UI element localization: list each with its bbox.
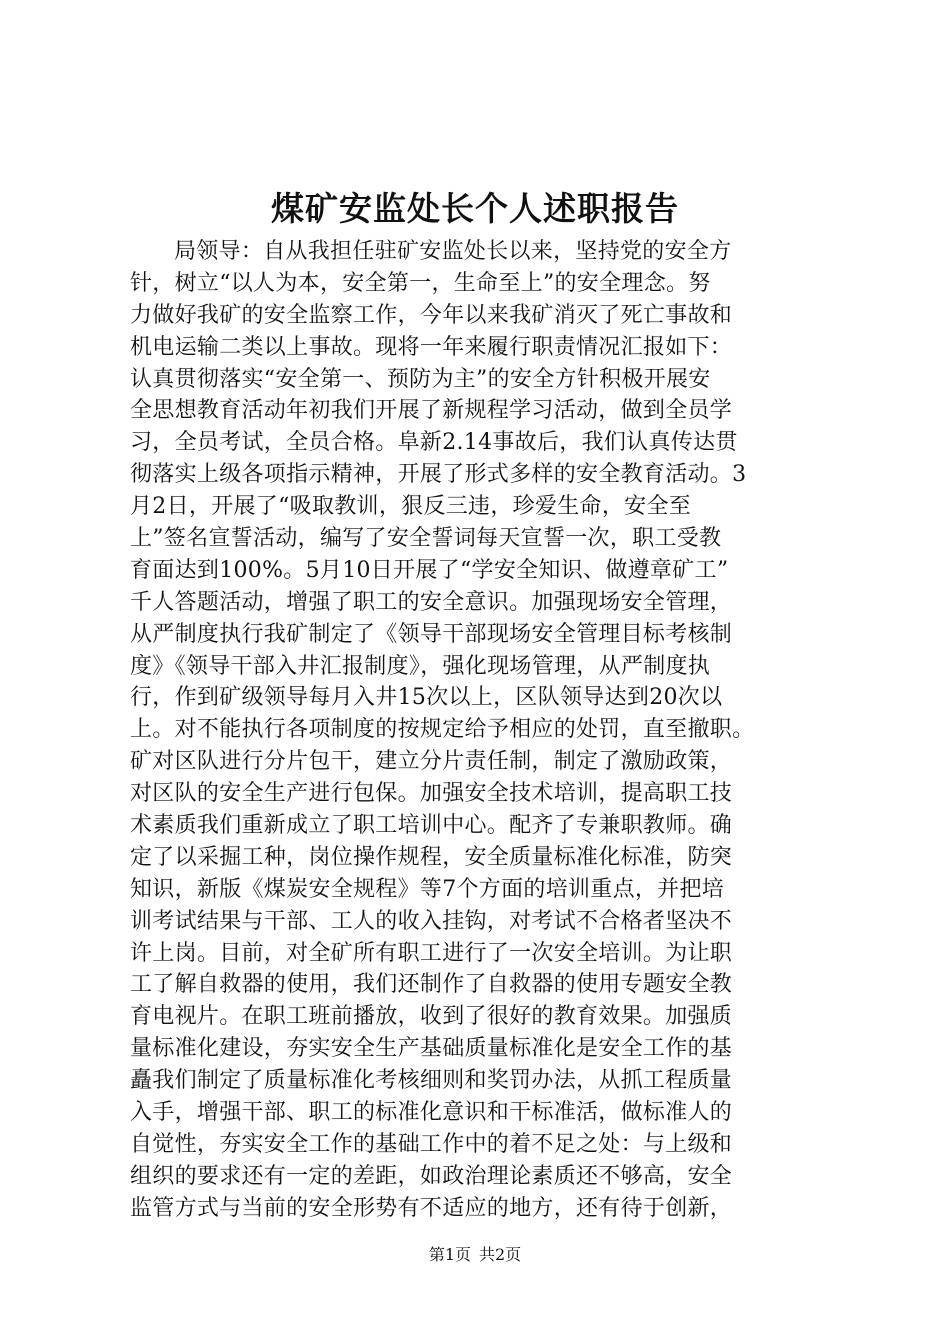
text-line: 许上岗。目前，对全矿所有职工进行了一次安全培训。为让职 (130, 940, 733, 966)
text-line: 千人答题活动，增强了职工的安全意识。加强现场安全管理， (130, 589, 733, 615)
text-line: 上。对不能执行各项制度的按规定给予相应的处罚，直至撤职。 (130, 717, 755, 743)
report-body (130, 236, 850, 1225)
text-line: 度》《领导干部入井汇报制度》，强化现场管理，从严制度执 (130, 653, 711, 679)
text-line: 量标准化建设，夯实安全生产基础质量标准化是安全工作的基 (130, 1036, 733, 1062)
page-number-total: 共2页 (479, 1245, 522, 1264)
text-line: 行，作到矿级领导每月入井15次以上，区队领导达到20次以 (130, 685, 723, 711)
text-line: 组织的要求还有一定的差距，如政治理论素质还不够高，安全 (130, 1163, 733, 1189)
text-line: 训考试结果与干部、工人的收入挂钩，对考试不合格者坚决不 (130, 908, 733, 934)
text-line: 监管方式与当前的安全形势有不适应的地方，还有待于创新， (130, 1195, 733, 1221)
text-line: 矗我们制定了质量标准化考核细则和奖罚办法，从抓工程质量 (130, 1068, 733, 1094)
text-line: 工了解自救器的使用，我们还制作了自救器的使用专题安全教 (130, 972, 733, 998)
text-line: 习，全员考试，全员合格。阜新2.14事故后，我们认真传达贯 (130, 430, 738, 456)
text-line: 入手，增强干部、职工的标准化意识和干标准活，做标准人的 (130, 1100, 733, 1126)
text-line: 机电运输二类以上事故。现将一年来履行职责情况汇报如下： (130, 334, 733, 360)
page-title: 煤矿安监处长个人述职报告 (271, 189, 679, 228)
text-line: 力做好我矿的安全监察工作，今年以来我矿消灭了死亡事故和 (130, 302, 733, 328)
text-line: 月2日，开展了“吸取教训，狠反三违，珍爱生命，安全至 (130, 494, 692, 520)
text-line: 矿对区队进行分片包干，建立分片责任制，制定了激励政策， (130, 749, 733, 775)
text-line: 知识，新版《煤炭安全规程》等7个方面的培训重点，并把培 (130, 876, 725, 902)
text-line: 彻落实上级各项指示精神，开展了形式多样的安全教育活动。3 (130, 462, 747, 488)
text-line: 局领导：自从我担任驻矿安监处长以来，坚持党的安全方 (174, 239, 732, 264)
text-line: 术素质我们重新成立了职工培训中心。配齐了专兼职教师。确 (130, 813, 733, 839)
text-line: 全思想教育活动年初我们开展了新规程学习活动，做到全员学 (130, 398, 733, 424)
text-line: 定了以采掘工种，岗位操作规程，安全质量标准化标准，防突 (130, 844, 733, 870)
page-number-current: 第1页 (428, 1245, 471, 1264)
text-line: 针，树立“以人为本，安全第一，生命至上”的安全理念。努 (130, 270, 711, 296)
text-line: 从严制度执行我矿制定了《领导干部现场安全管理目标考核制 (130, 621, 733, 647)
text-line: 育面达到100%。5月10日开展了“学安全知识、做遵章矿工” (130, 557, 729, 583)
text-line: 认真贯彻落实“安全第一、预防为主”的安全方针积极开展安 (130, 366, 711, 392)
text-line: 育电视片。在职工班前播放，收到了很好的教育效果。加强质 (130, 1004, 733, 1030)
text-line: 上”签名宣誓活动，编写了安全誓词每天宣誓一次，职工受教 (130, 526, 722, 552)
text-line: 自觉性，夯实安全工作的基础工作中的着不足之处：与上级和 (130, 1131, 733, 1157)
text-line: 对区队的安全生产进行包保。加强安全技术培训，提高职工技 (130, 781, 733, 807)
page-footer (0, 1244, 950, 1266)
